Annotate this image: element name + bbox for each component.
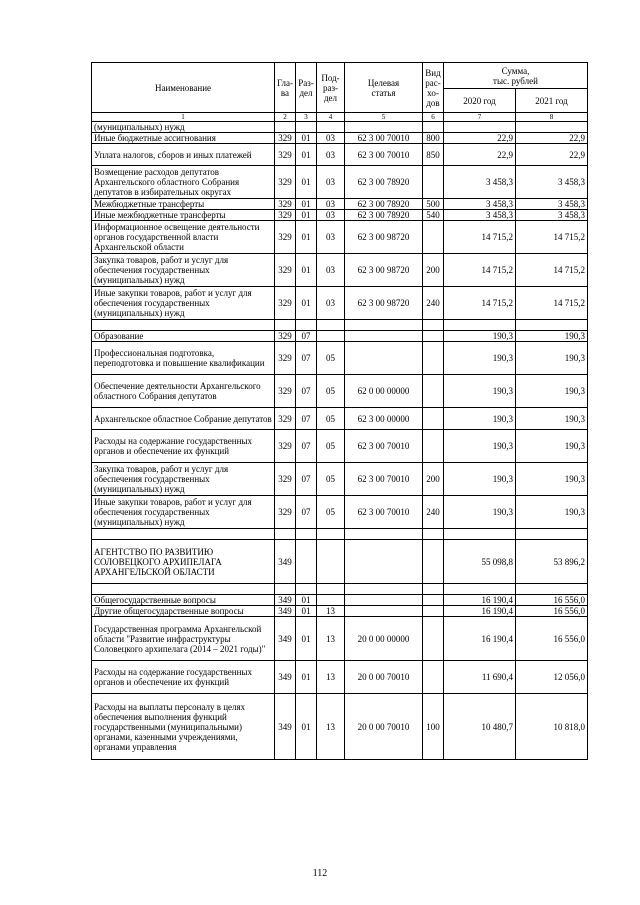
cell-sum-2021: 190,3	[516, 342, 588, 375]
cell-sum-2021: 22,9	[516, 144, 588, 166]
cell-target	[345, 529, 423, 540]
header-razdel: Раз- дел	[296, 63, 317, 113]
table-row	[92, 408, 588, 430]
cell-target: 20 0 00 70010	[345, 661, 423, 694]
table-row	[92, 584, 588, 595]
header-year-2021: 2021 год	[516, 89, 588, 113]
cell-sum-2020	[444, 529, 516, 540]
row-name: Иные закупки товаров, работ и услуг для обеспечения государственных (муниципальных) нужд	[92, 496, 275, 529]
cell-podrazdel	[317, 540, 345, 584]
cell-glava: 349	[275, 617, 296, 661]
row-name: АГЕНТСТВО ПО РАЗВИТИЮ СОЛОВЕЦКОГО АРХИПЕЛАГА АРХАНГЕЛЬСКОЙ ОБЛАСТИ	[92, 540, 275, 584]
page-number: 112	[312, 868, 328, 879]
column-number: 7	[444, 113, 516, 122]
table-body	[92, 122, 588, 760]
cell-podrazdel: 03	[317, 199, 345, 210]
cell-sum-2020: 190,3	[444, 430, 516, 463]
header-glava: Гла- ва	[275, 63, 296, 113]
cell-glava	[275, 584, 296, 595]
table-row	[92, 331, 588, 342]
cell-razdel: 01	[296, 617, 317, 661]
column-number: 5	[345, 113, 423, 122]
cell-razdel	[296, 122, 317, 133]
row-name: (муниципальных) нужд	[92, 122, 275, 133]
cell-sum-2020: 190,3	[444, 331, 516, 342]
table-row	[92, 694, 588, 760]
cell-podrazdel: 05	[317, 463, 345, 496]
cell-sum-2021: 190,3	[516, 408, 588, 430]
cell-podrazdel: 03	[317, 166, 345, 199]
cell-razdel: 07	[296, 463, 317, 496]
cell-sum-2020: 190,3	[444, 342, 516, 375]
header-expense-type: Вид рас- хо- дов	[423, 63, 444, 113]
cell-glava: 329	[275, 375, 296, 408]
column-number: 4	[317, 113, 345, 122]
row-name: Общегосударственные вопросы	[92, 595, 275, 606]
cell-expense-type	[423, 606, 444, 617]
cell-target	[345, 122, 423, 133]
cell-razdel: 01	[296, 166, 317, 199]
cell-razdel: 01	[296, 133, 317, 144]
cell-sum-2021: 190,3	[516, 496, 588, 529]
table-row	[92, 199, 588, 210]
cell-razdel: 01	[296, 287, 317, 320]
row-name: Закупка товаров, работ и услуг для обеспечения государственных (муниципальных) нужд	[92, 254, 275, 287]
cell-podrazdel: 03	[317, 144, 345, 166]
row-name: Обеспечение деятельности Архангельского областного Собрания депутатов	[92, 375, 275, 408]
cell-razdel: 01	[296, 254, 317, 287]
table-row	[92, 210, 588, 221]
cell-target: 62 3 00 98720	[345, 221, 423, 254]
cell-sum-2020: 22,9	[444, 144, 516, 166]
cell-target	[345, 331, 423, 342]
cell-sum-2021: 3 458,3	[516, 166, 588, 199]
cell-sum-2021: 12 056,0	[516, 661, 588, 694]
cell-podrazdel	[317, 529, 345, 540]
cell-target: 62 3 00 70010	[345, 133, 423, 144]
cell-sum-2021: 190,3	[516, 430, 588, 463]
cell-glava: 349	[275, 606, 296, 617]
header-year-2020: 2020 год	[444, 89, 516, 113]
cell-glava: 329	[275, 133, 296, 144]
cell-podrazdel: 03	[317, 133, 345, 144]
cell-podrazdel: 13	[317, 694, 345, 760]
cell-expense-type: 850	[423, 144, 444, 166]
cell-glava: 349	[275, 540, 296, 584]
table-row	[92, 122, 588, 133]
row-name: Другие общегосударственные вопросы	[92, 606, 275, 617]
cell-sum-2021: 14 715,2	[516, 254, 588, 287]
cell-podrazdel: 13	[317, 661, 345, 694]
cell-podrazdel: 03	[317, 221, 345, 254]
cell-expense-type	[423, 221, 444, 254]
column-number-row	[92, 113, 588, 122]
cell-razdel: 01	[296, 221, 317, 254]
row-name	[92, 320, 275, 331]
cell-glava: 329	[275, 199, 296, 210]
cell-sum-2020: 14 715,2	[444, 254, 516, 287]
cell-expense-type	[423, 331, 444, 342]
cell-glava: 329	[275, 463, 296, 496]
cell-podrazdel: 05	[317, 408, 345, 430]
cell-razdel: 07	[296, 408, 317, 430]
cell-razdel: 07	[296, 375, 317, 408]
cell-glava: 329	[275, 342, 296, 375]
cell-sum-2020: 14 715,2	[444, 221, 516, 254]
cell-sum-2021	[516, 122, 588, 133]
cell-expense-type	[423, 408, 444, 430]
table-row	[92, 144, 588, 166]
cell-target	[345, 606, 423, 617]
cell-podrazdel: 05	[317, 375, 345, 408]
cell-razdel	[296, 540, 317, 584]
cell-target: 62 3 00 70010	[345, 463, 423, 496]
row-name: Расходы на содержание государственных органов и обеспечение их функций	[92, 661, 275, 694]
cell-target: 62 0 00 00000	[345, 375, 423, 408]
cell-expense-type	[423, 584, 444, 595]
cell-sum-2020: 16 190,4	[444, 617, 516, 661]
cell-podrazdel: 03	[317, 210, 345, 221]
cell-razdel: 01	[296, 144, 317, 166]
cell-razdel: 01	[296, 595, 317, 606]
cell-razdel	[296, 529, 317, 540]
table-row	[92, 529, 588, 540]
cell-expense-type: 800	[423, 133, 444, 144]
cell-target	[345, 595, 423, 606]
cell-glava: 329	[275, 496, 296, 529]
cell-expense-type	[423, 661, 444, 694]
row-name: Государственная программа Архангельской области "Развитие инфраструктуры Соловецкого архипелага (2014 – 2021 годы)"	[92, 617, 275, 661]
budget-table	[91, 62, 588, 760]
cell-sum-2020: 3 458,3	[444, 166, 516, 199]
cell-target	[345, 540, 423, 584]
cell-sum-2020: 190,3	[444, 463, 516, 496]
cell-sum-2020	[444, 584, 516, 595]
cell-glava: 329	[275, 287, 296, 320]
cell-expense-type: 500	[423, 199, 444, 210]
cell-podrazdel: 13	[317, 617, 345, 661]
cell-target	[345, 584, 423, 595]
cell-expense-type: 540	[423, 210, 444, 221]
table-row	[92, 540, 588, 584]
table-row	[92, 342, 588, 375]
cell-sum-2020: 22,9	[444, 133, 516, 144]
cell-target: 62 3 00 70010	[345, 430, 423, 463]
cell-sum-2021: 16 556,0	[516, 617, 588, 661]
cell-sum-2021: 190,3	[516, 331, 588, 342]
header-podrazdel: Под- раз- дел	[317, 63, 345, 113]
cell-target: 62 3 00 78920	[345, 199, 423, 210]
cell-podrazdel	[317, 122, 345, 133]
header-target-article: Целевая статья	[345, 63, 423, 113]
cell-expense-type: 100	[423, 694, 444, 760]
row-name	[92, 584, 275, 595]
cell-razdel	[296, 320, 317, 331]
column-number: 2	[275, 113, 296, 122]
row-name: Иные закупки товаров, работ и услуг для обеспечения государственных (муниципальных) нужд	[92, 287, 275, 320]
cell-glava: 329	[275, 331, 296, 342]
row-name: Архангельское областное Собрание депутатов	[92, 408, 275, 430]
cell-glava: 329	[275, 166, 296, 199]
row-name: Закупка товаров, работ и услуг для обеспечения государственных (муниципальных) нужд	[92, 463, 275, 496]
cell-sum-2020: 10 480,7	[444, 694, 516, 760]
table-row	[92, 617, 588, 661]
cell-sum-2020: 190,3	[444, 496, 516, 529]
cell-target: 62 3 00 98720	[345, 254, 423, 287]
table-row	[92, 221, 588, 254]
table-row	[92, 320, 588, 331]
row-name: Иные бюджетные ассигнования	[92, 133, 275, 144]
cell-glava: 329	[275, 210, 296, 221]
table-row	[92, 463, 588, 496]
cell-sum-2021: 190,3	[516, 375, 588, 408]
row-name: Информационное освещение деятельности органов государственной власти Архангельской области	[92, 221, 275, 254]
cell-razdel: 07	[296, 496, 317, 529]
cell-sum-2020: 190,3	[444, 408, 516, 430]
cell-glava: 349	[275, 661, 296, 694]
cell-sum-2020: 3 458,3	[444, 210, 516, 221]
cell-razdel: 07	[296, 430, 317, 463]
cell-glava	[275, 320, 296, 331]
row-name: Уплата налогов, сборов и иных платежей	[92, 144, 275, 166]
cell-sum-2020: 16 190,4	[444, 606, 516, 617]
cell-target: 62 3 00 70010	[345, 144, 423, 166]
row-name: Образование	[92, 331, 275, 342]
cell-target	[345, 342, 423, 375]
cell-sum-2020	[444, 320, 516, 331]
cell-glava	[275, 122, 296, 133]
cell-sum-2021: 22,9	[516, 133, 588, 144]
cell-sum-2021: 190,3	[516, 463, 588, 496]
cell-expense-type	[423, 529, 444, 540]
cell-sum-2021: 10 818,0	[516, 694, 588, 760]
cell-glava: 329	[275, 144, 296, 166]
cell-expense-type: 200	[423, 463, 444, 496]
cell-glava: 329	[275, 221, 296, 254]
cell-razdel: 01	[296, 210, 317, 221]
cell-expense-type	[423, 320, 444, 331]
header-name: Наименование	[92, 63, 275, 113]
cell-podrazdel: 03	[317, 254, 345, 287]
cell-expense-type	[423, 342, 444, 375]
cell-sum-2021: 16 556,0	[516, 606, 588, 617]
cell-sum-2021: 53 896,2	[516, 540, 588, 584]
row-name: Межбюджетные трансферты	[92, 199, 275, 210]
row-name: Возмещение расходов депутатов Архангельского областного Собрания депутатов в избирательных округах	[92, 166, 275, 199]
cell-podrazdel: 05	[317, 342, 345, 375]
cell-sum-2020: 11 690,4	[444, 661, 516, 694]
cell-podrazdel	[317, 320, 345, 331]
cell-target: 20 0 00 00000	[345, 617, 423, 661]
cell-expense-type	[423, 617, 444, 661]
cell-sum-2021	[516, 320, 588, 331]
cell-sum-2020: 14 715,2	[444, 287, 516, 320]
row-name: Иные межбюджетные трансферты	[92, 210, 275, 221]
cell-expense-type: 240	[423, 287, 444, 320]
cell-sum-2021	[516, 529, 588, 540]
cell-expense-type: 240	[423, 496, 444, 529]
cell-podrazdel: 05	[317, 496, 345, 529]
column-number: 8	[516, 113, 588, 122]
row-name	[92, 529, 275, 540]
cell-sum-2021: 14 715,2	[516, 221, 588, 254]
table-row	[92, 661, 588, 694]
cell-expense-type	[423, 375, 444, 408]
cell-expense-type	[423, 122, 444, 133]
cell-glava: 349	[275, 595, 296, 606]
cell-razdel: 07	[296, 331, 317, 342]
cell-target: 62 3 00 78920	[345, 210, 423, 221]
cell-target	[345, 320, 423, 331]
cell-sum-2020: 190,3	[444, 375, 516, 408]
cell-expense-type: 200	[423, 254, 444, 287]
table-row	[92, 166, 588, 199]
cell-podrazdel	[317, 331, 345, 342]
cell-sum-2021: 16 556,0	[516, 595, 588, 606]
cell-expense-type	[423, 166, 444, 199]
cell-razdel: 01	[296, 694, 317, 760]
table-row	[92, 430, 588, 463]
table-row	[92, 133, 588, 144]
cell-razdel: 01	[296, 199, 317, 210]
table-row	[92, 287, 588, 320]
cell-sum-2021: 3 458,3	[516, 210, 588, 221]
table-row	[92, 496, 588, 529]
cell-razdel: 07	[296, 342, 317, 375]
column-number: 6	[423, 113, 444, 122]
cell-razdel: 01	[296, 661, 317, 694]
row-name: Расходы на выплаты персоналу в целях обеспечения выполнения функций государственными (муниципальными) органами, казенными учреждениями, органами управления	[92, 694, 275, 760]
cell-glava: 329	[275, 430, 296, 463]
cell-target: 62 3 00 00000	[345, 408, 423, 430]
row-name: Профессиональная подготовка, переподготовка и повышение квалификации	[92, 342, 275, 375]
cell-sum-2020: 3 458,3	[444, 199, 516, 210]
column-number: 1	[92, 113, 275, 122]
cell-sum-2021: 14 715,2	[516, 287, 588, 320]
table-row	[92, 595, 588, 606]
table-row	[92, 606, 588, 617]
column-number: 3	[296, 113, 317, 122]
cell-sum-2020: 16 190,4	[444, 595, 516, 606]
cell-razdel: 01	[296, 606, 317, 617]
row-name: Расходы на содержание государственных органов и обеспечение их функций	[92, 430, 275, 463]
cell-expense-type	[423, 430, 444, 463]
cell-podrazdel	[317, 584, 345, 595]
cell-target: 62 3 00 78920	[345, 166, 423, 199]
table-row	[92, 254, 588, 287]
cell-glava: 329	[275, 254, 296, 287]
cell-glava: 329	[275, 408, 296, 430]
table-row	[92, 375, 588, 408]
cell-sum-2020	[444, 122, 516, 133]
cell-sum-2021	[516, 584, 588, 595]
cell-target: 62 3 00 98720	[345, 287, 423, 320]
cell-expense-type	[423, 595, 444, 606]
cell-podrazdel	[317, 595, 345, 606]
cell-razdel	[296, 584, 317, 595]
cell-target: 20 0 00 70010	[345, 694, 423, 760]
cell-glava	[275, 529, 296, 540]
cell-target: 62 3 00 70010	[345, 496, 423, 529]
cell-sum-2020: 55 098,8	[444, 540, 516, 584]
cell-podrazdel: 13	[317, 606, 345, 617]
cell-podrazdel: 03	[317, 287, 345, 320]
cell-podrazdel: 05	[317, 430, 345, 463]
cell-expense-type	[423, 540, 444, 584]
cell-sum-2021: 3 458,3	[516, 199, 588, 210]
header-sum: Сумма, тыс. рублей	[444, 63, 588, 89]
cell-glava: 349	[275, 694, 296, 760]
